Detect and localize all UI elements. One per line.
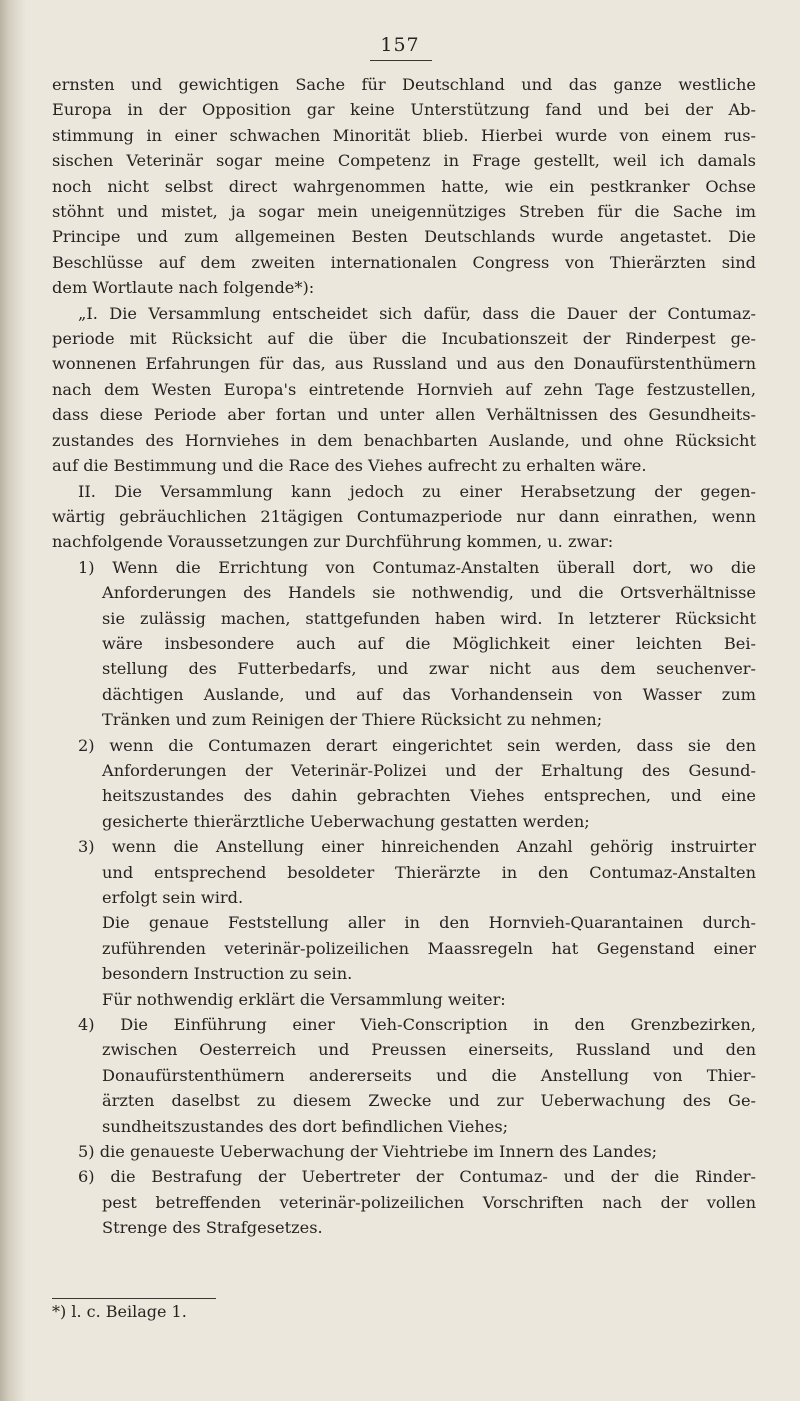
text-line: wärtig gebräuchlichen 21tägigen Contumazperiode nur dann einrathen, wenn: [52, 506, 756, 526]
footnote-rule: [52, 1298, 216, 1299]
text-line: Die genaue Feststellung aller in den Hornvieh-Quarantainen durch-: [102, 913, 756, 933]
header-rule: [370, 60, 432, 61]
text-line: sischen Veterinär sogar meine Competenz in Frage gestellt, weil ich damals: [52, 151, 756, 171]
text-line: stöhnt und mistet, ja sogar mein uneigennütziges Streben für die Sache im: [52, 202, 756, 222]
text-line: Anforderungen der Veterinär-Polizei und der Erhaltung des Gesund-: [102, 760, 756, 780]
text-line: dass diese Periode aber fortan und unter allen Verhältnissen des Gesundheits-: [52, 405, 756, 425]
text-line: sie zulässig machen, stattgefunden haben wird. In letzterer Rücksicht: [102, 608, 756, 628]
text-line: Für nothwendig erklärt die Versammlung weiter:: [102, 989, 506, 1009]
text-line: 1) Wenn die Errichtung von Contumaz-Anstalten überall dort, wo die: [78, 557, 756, 577]
binding-shadow: [0, 0, 26, 1401]
text-line: besondern Instruction zu sein.: [102, 964, 353, 984]
text-line: nachfolgende Voraussetzungen zur Durchführung kommen, u. zwar:: [52, 532, 614, 552]
text-line: noch nicht selbst direct wahrgenommen hatte, wie ein pestkranker Ochse: [52, 176, 756, 196]
text-line: II. Die Versammlung kann jedoch zu einer Herabsetzung der gegen-: [78, 481, 756, 501]
text-line: erfolgt sein wird.: [102, 888, 244, 907]
text-line: sundheitszustandes des dort befindlichen Viehes;: [102, 1116, 509, 1136]
text-line: Anforderungen des Handels sie nothwendig, und die Ortsverhältnisse: [102, 583, 756, 603]
text-line: gesicherte thierärztliche Ueberwachung gestatten werden;: [102, 811, 590, 831]
text-line: Beschlüsse auf dem zweiten internationalen Congress von Thierärzten sind: [52, 252, 756, 272]
text-line: stimmung in einer schwachen Minorität blieb. Hierbei wurde von einem rus-: [52, 125, 756, 145]
text-line: 2) wenn die Contumazen derart eingerichtet sein werden, dass sie den: [78, 735, 756, 755]
text-line: Europa in der Opposition gar keine Unterstützung fand und bei der Ab-: [52, 100, 756, 120]
text-line: stellung des Futterbedarfs, und zwar nicht aus dem seuchenver-: [102, 659, 756, 679]
text-line: zustandes des Hornviehes in dem benachbarten Auslande, und ohne Rücksicht: [52, 430, 756, 450]
text-line: auf die Bestimmung und die Race des Viehes aufrecht zu erhalten wäre.: [52, 456, 647, 476]
text-line: 5) die genaueste Ueberwachung der Viehtriebe im Innern des Landes;: [78, 1142, 658, 1162]
text-line: ernsten und gewichtigen Sache für Deutschland und das ganze westliche: [52, 75, 756, 94]
body-text: [52, 72, 756, 1241]
text-line: Tränken und zum Reinigen der Thiere Rücksicht zu nehmen;: [102, 710, 603, 730]
text-line: pest betreffenden veterinär-polizeilichen Vorschriften nach der vollen: [102, 1192, 756, 1212]
text-line: zwischen Oesterreich und Preussen einerseits, Russland und den: [102, 1040, 756, 1060]
text-line: „I. Die Versammlung entscheidet sich dafür, dass die Dauer der Contumaz-: [78, 303, 756, 323]
page-number: 157: [380, 34, 420, 56]
text-line: nach dem Westen Europa's eintretende Hornvieh auf zehn Tage festzustellen,: [52, 379, 756, 399]
text-line: und entsprechend besoldeter Thierärzte in den Contumaz-Anstalten: [102, 862, 756, 882]
text-line: heitszustandes des dahin gebrachten Viehes entsprechen, und eine: [102, 786, 756, 806]
text-line: Donaufürstenthümern andererseits und die Anstellung von Thier-: [102, 1065, 756, 1085]
text-line: dem Wortlaute nach folgende*):: [52, 278, 315, 298]
text-line: dächtigen Auslande, und auf das Vorhandensein von Wasser zum: [102, 684, 756, 704]
text-line: 3) wenn die Anstellung einer hinreichenden Anzahl gehörig instruirter: [78, 837, 756, 857]
text-line: 4) Die Einführung einer Vieh-Conscription in den Grenzbezirken,: [78, 1015, 756, 1035]
text-line: 6) die Bestrafung der Uebertreter der Contumaz- und der die Rinder-: [78, 1167, 756, 1187]
text-line: wäre insbesondere auch auf die Möglichkeit einer leichten Bei-: [102, 633, 756, 653]
text-line: Strenge des Strafgesetzes.: [102, 1218, 323, 1238]
text-line: wonnenen Erfahrungen für das, aus Russland und aus den Donaufürstenthümern: [52, 354, 756, 374]
text-line: periode mit Rücksicht auf die über die Incubationszeit der Rinderpest ge-: [52, 329, 756, 349]
text-line: zuführenden veterinär-polizeilichen Maassregeln hat Gegenstand einer: [102, 938, 756, 958]
footnote: *) l. c. Beilage 1.: [52, 1302, 187, 1321]
text-line: ärzten daselbst zu diesem Zwecke und zur Ueberwachung des Ge-: [102, 1091, 756, 1111]
text-line: Principe und zum allgemeinen Besten Deutschlands wurde angetastet. Die: [52, 227, 756, 247]
